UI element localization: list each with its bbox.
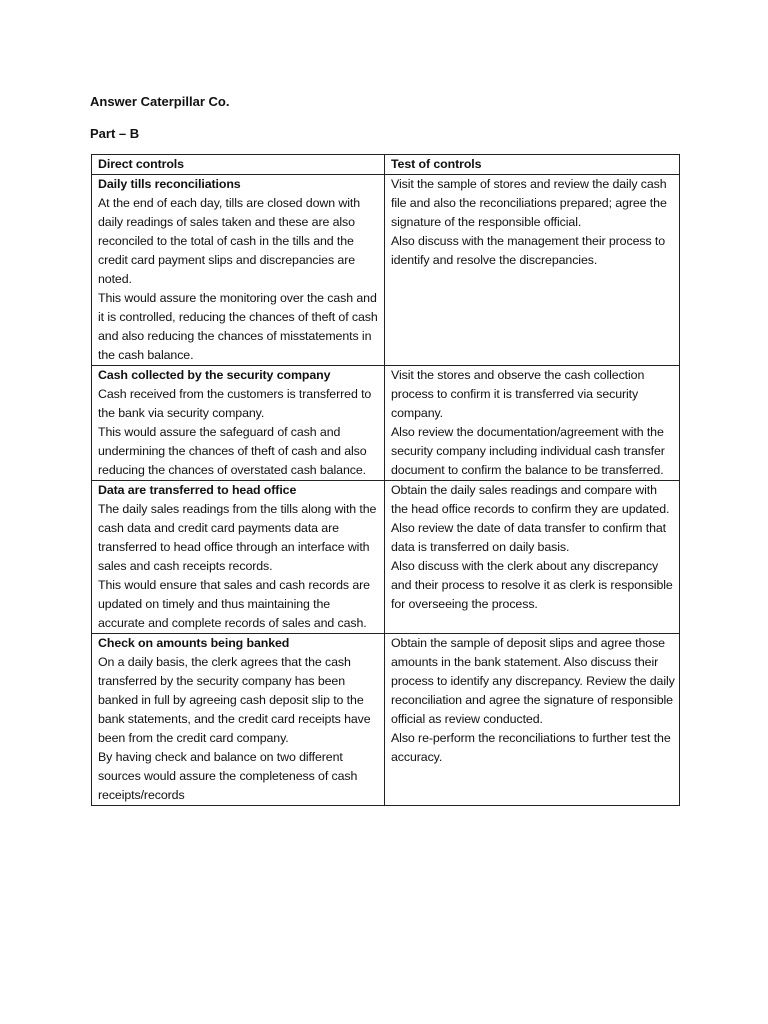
table-row	[92, 366, 680, 481]
test-description: Also discuss with the management their process to identify and resolve the discrepancies.	[391, 234, 666, 267]
header-direct-controls: Direct controls	[92, 155, 385, 175]
test-description: Also discuss with the clerk about any discrepancy and their process to resolve it as clerk is responsible for overseeing the process.	[391, 559, 673, 611]
controls-table	[91, 154, 680, 806]
table-row	[92, 634, 680, 806]
direct-controls-cell	[92, 634, 385, 806]
header-test-of-controls: Test of controls	[385, 155, 680, 175]
test-description: Obtain the daily sales readings and compare with the head office records to confirm they are updated. Also review the date of data transfer to confirm that data is transferred on daily basis.	[391, 483, 670, 554]
control-description: Cash received from the customers is transferred to the bank via security company.	[98, 387, 372, 420]
direct-controls-cell	[92, 481, 385, 634]
control-description: At the end of each day, tills are closed down with daily readings of sales taken and these are also reconciled to the total of cash in the tills and the credit card payment slips and discrepancies are noted.	[98, 196, 361, 286]
control-description: This would assure the monitoring over the cash and it is controlled, reducing the chances of theft of cash and also reducing the chances of misstatements in the cash balance.	[98, 291, 378, 362]
test-description: Also review the documentation/agreement with the security company including individual cash transfer document to confirm the balance to be transferred.	[391, 425, 665, 477]
control-heading: Check on amounts being banked	[98, 636, 290, 650]
table-row	[92, 175, 680, 366]
test-of-controls-cell	[385, 634, 680, 806]
control-description: On a daily basis, the clerk agrees that the cash transferred by the security company has been banked in full by agreeing cash deposit slip to the bank statements, and the credit card receipts have been from the credit card company.	[98, 655, 371, 745]
test-of-controls-cell	[385, 366, 680, 481]
test-description: Also re-perform the reconciliations to further test the accuracy.	[391, 731, 671, 764]
document-subtitle: Part – B	[90, 126, 140, 141]
control-description: By having check and balance on two different sources would assure the completeness of cash receipts/records	[98, 750, 358, 802]
control-description: The daily sales readings from the tills along with the cash data and credit card payments data are transferred to head office through an interface with sales and cash receipts records.	[98, 502, 377, 573]
test-of-controls-cell	[385, 481, 680, 634]
control-description: This would assure the safeguard of cash and undermining the chances of theft of cash and also reducing the chances of overstated cash balance.	[98, 425, 367, 477]
test-description: Visit the sample of stores and review the daily cash file and also the reconciliations prepared; agree the signature of the responsible official.	[391, 177, 667, 229]
table-row	[92, 481, 680, 634]
document-title: Answer Caterpillar Co.	[90, 94, 230, 109]
test-description: Visit the stores and observe the cash collection process to confirm it is transferred via security company.	[391, 368, 645, 420]
test-of-controls-cell	[385, 175, 680, 366]
control-heading: Daily tills reconciliations	[98, 177, 241, 191]
control-heading: Data are transferred to head office	[98, 483, 297, 497]
direct-controls-cell	[92, 175, 385, 366]
control-description: This would ensure that sales and cash records are updated on timely and thus maintaining the accurate and complete records of sales and cash.	[98, 578, 370, 630]
direct-controls-cell	[92, 366, 385, 481]
control-heading: Cash collected by the security company	[98, 368, 331, 382]
table-header-row	[92, 155, 680, 175]
test-description: Obtain the sample of deposit slips and agree those amounts in the bank statement. Also discuss their process to identify any discrepancy. Review the daily reconciliation and agree the signature of responsible official as review conducted.	[391, 636, 675, 726]
